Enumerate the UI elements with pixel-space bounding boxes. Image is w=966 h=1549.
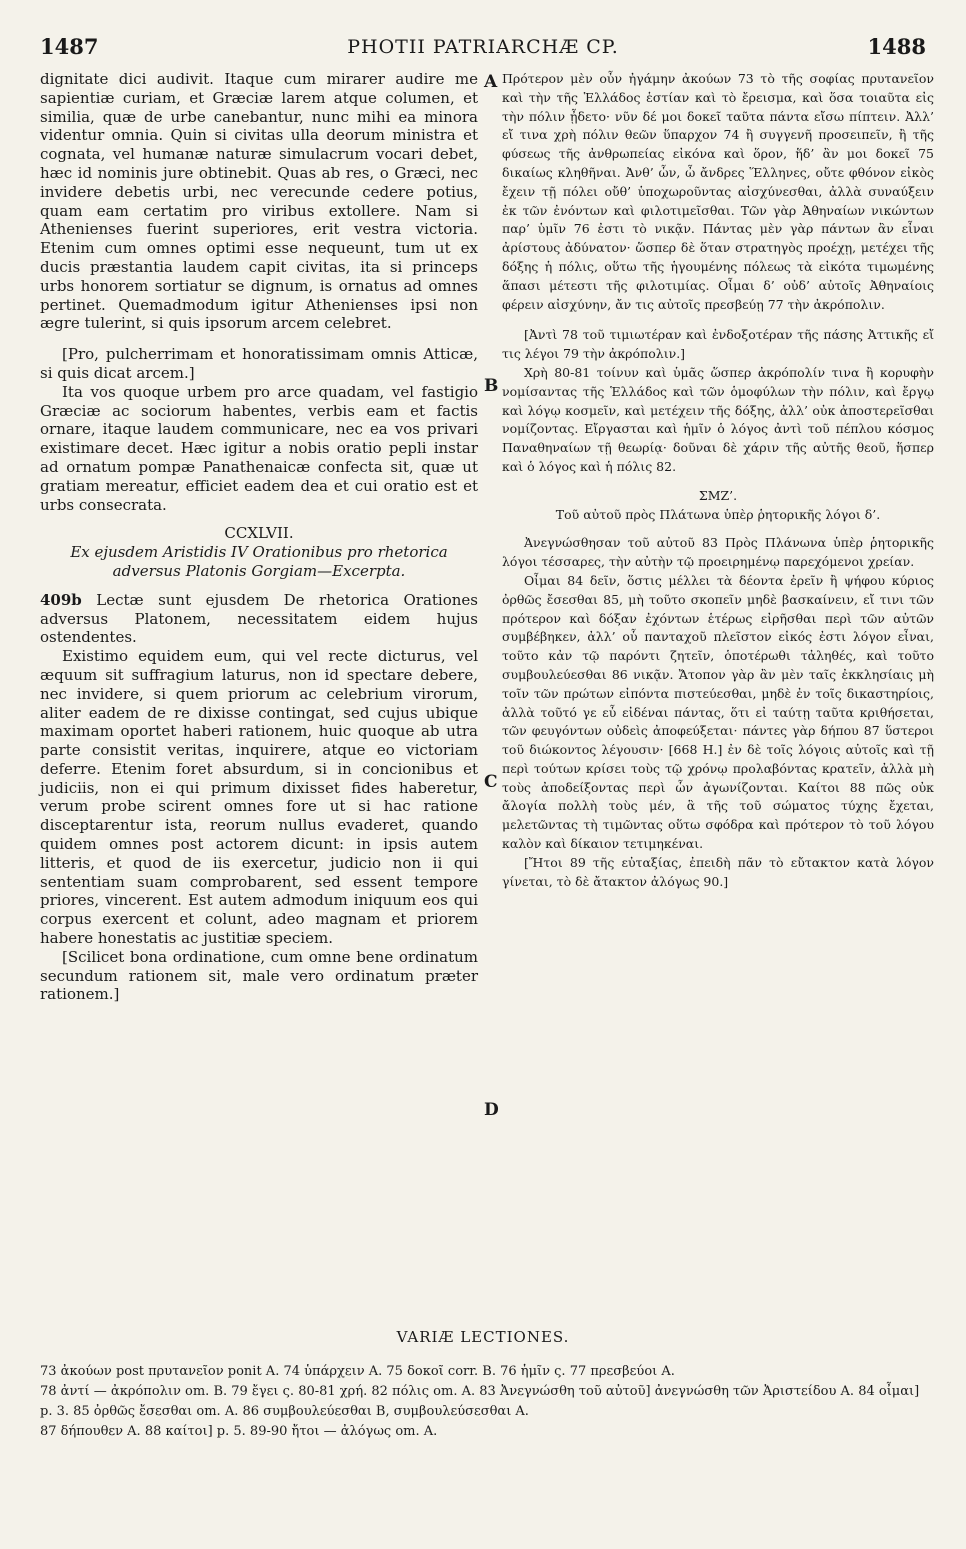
- variae-lectiones: [40, 1362, 926, 1442]
- variant-line: 78 ἀντί — ἀκρόπολιν om. B. 79 ἔγει ς. 80-81 χρή. 82 πόλις om. A. 83 Ἀνεγνώσθη τοῦ αὐτοῦ] ἀνεγνώσθη τῶν Ἀριστείδου A. 84 οἶμαι] p. 3. 85 ὀρθῶς ἔσεσθαι om. A. 86 συμβουλεύεσθαι B, συμβουλεύσεσθαι A.: [40, 1384, 920, 1419]
- greek-section-number: ΣΜΖ’.: [698, 487, 738, 503]
- variae-lectiones-title: VARIÆ LECTIONES.: [396, 1328, 570, 1346]
- margin-letter-d: D: [484, 1100, 499, 1120]
- latin-column: [40, 70, 478, 1004]
- page-number-right: 1488: [867, 34, 926, 59]
- latin-section-title: Ex ejusdem Aristidis IV Orationibus pro rhetorica adversus Platonis Gorgiam—Excerpta.: [70, 543, 448, 580]
- greek-bracket-note: [Ἤτοι 89 τῆς εὐταξίας, ἐπειδὴ πᾶν τὸ εὔτακτον κατὰ λόγον γίνεται, τὸ δὲ ἄτακτον ἀλόγως 90.]: [502, 854, 934, 889]
- greek-section-title: Τοῦ αὐτοῦ πρὸς Πλάτωνα ὑπὲρ ῥητορικῆς λόγοι δ’.: [555, 506, 881, 522]
- margin-letter-c: C: [484, 772, 498, 792]
- variant-line: 87 δήπουθεν A. 88 καίτοι] p. 5. 89-90 ἤτοι — ἀλόγως om. A.: [40, 1424, 438, 1439]
- greek-paragraph: Ἀνεγνώσθησαν τοῦ αὐτοῦ 83 Πρὸς Πλάνωνα ὑπὲρ ῥητορικῆς λόγοι τέσσαρες, τὴν αὐτὴν τῷ προειρημένῳ παρεχόμενοι χρείαν.: [502, 535, 934, 570]
- latin-paragraph: [40, 591, 478, 647]
- margin-letter-b: B: [484, 376, 499, 396]
- greek-bracket-note: [Ἀντὶ 78 τοῦ τιμιωτέραν καὶ ἐνδοξοτέραν τῆς πάσης Ἀττικῆς εἴ τις λέγοι 79 τὴν ἀκρόπολιν.]: [502, 327, 934, 362]
- page-number-left: 1487: [40, 34, 99, 59]
- folio-number: 409b: [40, 590, 82, 609]
- variant-line: 73 ἀκούων post πρυτανεῖον ponit A. 74 ὑπάρχειν A. 75 δοκοῖ corr. B. 76 ἡμῖν ς. 77 πρεσβεύοι A.: [40, 1364, 675, 1379]
- latin-bracket-note: [Pro, pulcherrimam et honoratissimam omnis Atticæ, si quis dicat arcem.]: [40, 345, 478, 382]
- greek-paragraph: Πρότερον μὲν οὖν ἠγάμην ἀκούων 73 τὸ τῆς σοφίας πρυτανεῖον καὶ τὴν τῆς Ἑλλάδος ἑστίαν καὶ τὸ ἔρεισμα, καὶ ὅσα τοιαῦτα εἰς τὴν πόλιν ᾖδετο· νῦν δέ μοι δοκεῖ ταῦτα πάντα εἴσω πίπτειν. Ἀλλ’ εἴ τινα χρὴ πόλιν θεῶν ὕπαρχον 74 ἢ συγγενῆ προσειπεῖν, ἢ τῆς φύσεως τῆς ἀνθρωπείας εἰκόνα καὶ ὅρον, ἥδ’ ἂν μοι δοκεῖ 75 δικαίως κληθῆναι. Ἀνθ’ ὧν, ὦ ἄνδρες Ἕλληνες, οὔτε φθόνον εἰκὸς ἔχειν τῇ πόλει οὔθ’ ὑποχωροῦντας αἰσχύνεσθαι, ἀλλὰ συναύξειν ἐκ τῶν ἐνόντων καὶ φιλοτιμεῖσθαι. Τῶν γὰρ Ἀθηναίων νικώντων παρ’ ὑμῖν 76 ἐστι τὸ νικᾷν. Πάντας μὲν γὰρ πάντων ἂν εἶναι ἀρίστους ἀδύνατον· ὥσπερ δὲ ὅταν στρατηγὸς προέχῃ, μετέχει τῆς δόξης ἡ πόλις, οὕτω τῆς ἡγουμένης πόλεως τὰ εἰκότα τιμωμένης ἅπασι μέτεστι τῆς φιλοτιμίας. Οἶμαι δ’ οὐδ’ αὐτοῖς Ἀθηναίοις φέρειν αἰσχύνην, ἄν τις αὐτοῖς πρεσβεύῃ 77 τὴν ἀκρόπολιν.: [502, 71, 934, 312]
- latin-paragraph: Existimo equidem eum, qui vel recte dicturus, vel æquum sit suffragium laturus, non id spectare debere, nec invidere, si quem priorum ac celebrium virorum, aliter eadem de re dixisse contingat, sed cujus ubique maximam oportet haberi rationem, huic quoque ab utra parte consistit veritas, inquirere, atque eo victoriam deferre. Etenim foret absurdum, si in concionibus et judiciis, non ei qui primum dixisset fides haberetur, verum probe scirent omnes fore ut si hac ratione disceptarentur ista, reorum nullus evaderet, quando quidem omnes post actorem dicunt: in ipsis autem litteris, et quod de iis exercetur, judicio non ii qui sententiam suam comprobarent, sed essent tempore priores, vincerent. Est autem admodum iniquum eos qui corpus exercent et colunt, adeo magnam et priorem habere honestatis ac justitiæ speciem.: [40, 647, 478, 948]
- page-header: [40, 34, 926, 64]
- greek-paragraph: Χρὴ 80-81 τοίνυν καὶ ὑμᾶς ὥσπερ ἀκρόπολίν τινα ἢ κορυφὴν νομίσαντας τῆς Ἑλλάδος καὶ τῶν ὁμοφύλων τὴν πόλιν, καὶ ἔργῳ καὶ λόγῳ κοσμεῖν, καὶ μετέχειν τῆς δόξης, ἀλλ’ οὐκ ἀποστερεῖσθαι νομίζοντας. Εἴργασται καὶ ἡμῖν ὁ λόγος ἀντὶ τοῦ πέπλου κόσμος Παναθηναίων τῇ θεωρίᾳ· δοῦναι δὲ χάριν τῆς αὐτῆς θεοῦ, ἥσπερ καὶ ὁ λόγος καὶ ἡ πόλις 82.: [502, 364, 934, 474]
- latin-paragraph: Ita vos quoque urbem pro arce quadam, vel fastigio Græciæ ac sociorum habentes, verbis eam et factis ornare, itaque laudem communicare, nec ea vos privari existimare decet. Hæc igitur a nobis oratio pepli instar ad ornatum pompæ Panathenaicæ confecta sit, quæ ut gratiam mereatur, efficiet eadem dea et cui oratio est et urbs consecrata.: [40, 382, 478, 514]
- latin-bracket-note: [Scilicet bona ordinatione, cum omne bene ordinatum secundum rationem sit, male vero ordinatum præter rationem.]: [40, 947, 478, 1004]
- latin-paragraph: dignitate dici audivit. Itaque cum mirarer audire me sapientiæ curiam, et Græciæ larem atque columen, et similia, quæ de urbe canebantur, nunc mihi ea minora videntur omnia. Quin si civitas ulla deorum ministra et cognata, vel humanæ naturæ simulacrum vocari debet, hæc id nominis jure obtinebit. Quas ab res, o Græci, nec invidere debetis urbi, nec verecunde cedere potius, quam eam certatim pro viribus extollere. Nam si Athenienses fuerint superiores, erit vestra victoria. Etenim cum omnes optimi esse nequeunt, tum ut ex ducis præstantia laudem capit civitas, ita si princeps urbs honorem sortiatur se dignum, is ornatus ad omnes pertinet. Quemadmodum igitur Athenienses ipsi non ægre tulerint, si quis ipsorum arcem celebret.: [40, 70, 478, 333]
- greek-paragraph: Οἶμαι 84 δεῖν, ὅστις μέλλει τὰ δέοντα ἐρεῖν ἢ ψήφου κύριος ὀρθῶς ἔσεσθαι 85, μὴ τοῦτο σκοπεῖν μηδὲ βασκαίνειν, εἴ τινι τῶν πρότερον καὶ δόξαν ἐχόντων ἑτέρως εἰρῆσθαι περὶ τῶν αὐτῶν συμβέβηκεν, ἀλλ’ οὗ πανταχοῦ πλεῖστον εἰκός ἐστι λόγον εἶναι, τοῦτο κἀν τῷ παρόντι ζητεῖν, ὁποτέρωθι τἀληθές, καὶ τοῦτο συμβουλεύεσθαι 86 νικᾷν. Ἄτοπον γὰρ ἂν μὲν ταῖς ἐκκλησίαις μὴ τοῖν τῶν πρώτων εἰπόντα πιστεύεσθαι, μηδὲ ἐν τοῖς δικαστηρίοις, ἀλλὰ τοῦτό γε εὖ εἰδέναι πάντας, ὅτι εἰ ταύτῃ ταῦτα κριθήσεται, τῶν φευγόντων οὐδεὶς ἀποφεύξεται· πάντες γὰρ δήπου 87 ὕστεροι τοῦ διώκοντος λέγουσιν· [668 H.] ἐν δὲ τοῖς λόγοις αὐτοῖς καὶ τῇ περὶ τούτων κρίσει τοὺς τῷ χρόνῳ προλαβόντας κρατεῖν, ἀλλὰ μὴ τοὺς ἀποδείξοντας περὶ ὧν ἀγωνίζονται. Καίτοι 88 πῶς οὐκ ἄλογία πολλὴ τοὺς μέν, ἃ τῆς τοῦ σώματος τύχης ἔχεται, μελετῶντας τὴ τιμῶντας οὕτω σφόδρα καὶ πρότερον τὸ τοῦ λόγου καλὸν καὶ δίκαιον τετιμηκέναι.: [502, 572, 934, 852]
- margin-letter-a: A: [484, 72, 498, 92]
- latin-section-number: CCXLVII.: [224, 524, 294, 543]
- greek-column: [502, 70, 934, 891]
- running-title: PHOTII PATRIARCHÆ CP.: [347, 36, 619, 58]
- latin-lead-text: Lectæ sunt ejusdem De rhetorica Orationes adversus Platonem, necessitatem eidem hujus ostendentes.: [40, 590, 478, 647]
